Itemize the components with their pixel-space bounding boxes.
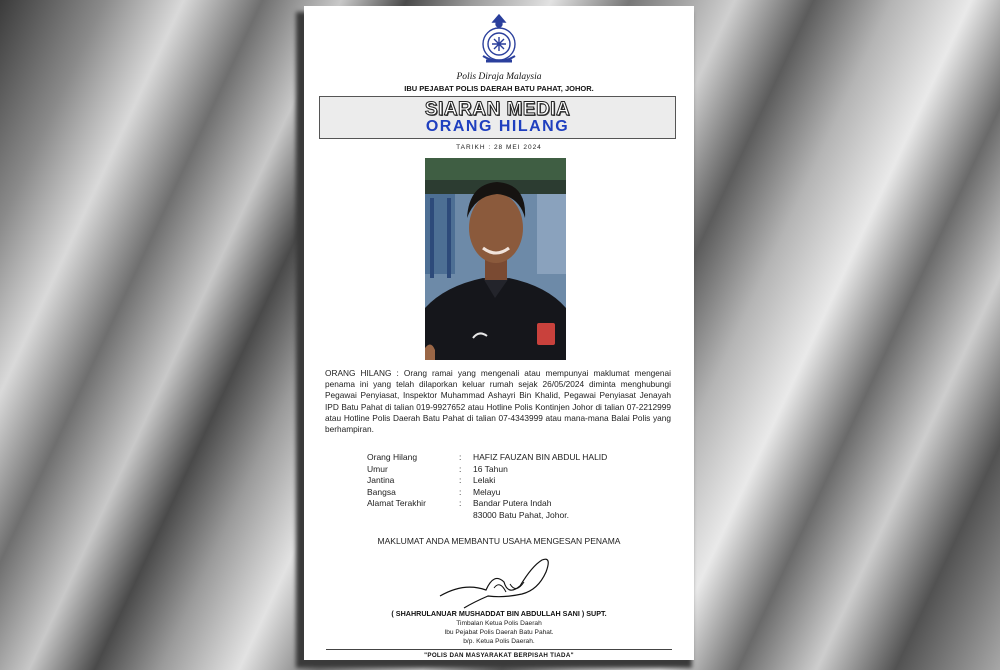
headquarters-text: IBU PEJABAT POLIS DAERAH BATU PAHAT, JOHOR. [404, 84, 594, 93]
appeal-paragraph: ORANG HILANG : Orang ramai yang mengenali atau mempunyai maklumat mengenai penama ini yang telah dilaporkan keluar rumah sejak 26/05/2024 diminta menghubungi Pegawai Penyiasat, Inspektor Muhammad Ashayri Bin Khalid, Pegawai Penyiasat Jenayah IPD Batu Pahat di talian 019-9927652 atau Hotline Polis Kontinjen Johor di talian 07-2212999 atau Hotline Polis Daerah Batu Pahat di talian 07-4343999 atau mana-mana Balai Polis yang berhampiran. [325, 368, 671, 435]
detail-value: Bandar Putera Indah [473, 498, 552, 508]
detail-sep: : [459, 498, 462, 508]
info-slogan: MAKLUMAT ANDA MEMBANTU USAHA MENGESAN PENAMA [377, 536, 621, 546]
detail-row [367, 498, 667, 510]
release-date: TARIKH : 28 MEI 2024 [456, 144, 542, 151]
detail-value: HAFIZ FAUZAN BIN ABDUL HALID [473, 452, 608, 462]
banner-subtitle: ORANG HILANG [425, 118, 570, 135]
person-details [367, 452, 667, 521]
signature [434, 552, 564, 612]
detail-value: Lelaki [473, 475, 496, 485]
missing-person-photo [425, 158, 566, 360]
detail-sep: : [459, 452, 462, 462]
signer-name: ( SHAHRULANUAR MUSHADDAT BIN ABDULLAH SANI ) SUPT. [391, 609, 607, 618]
detail-value: Melayu [473, 486, 501, 497]
detail-row [367, 487, 667, 499]
footer-divider [326, 649, 672, 650]
signer-title: Timbalan Ketua Polis Daerah [456, 620, 542, 627]
footer-motto: "POLIS DAN MASYARAKAT BERPISAH TIADA" [424, 652, 574, 659]
detail-sep: : [459, 475, 462, 485]
police-crest-icon [476, 12, 522, 72]
detail-row [367, 475, 667, 487]
title-banner [319, 96, 676, 139]
signer-office: Ibu Pejabat Polis Daerah Batu Pahat. [444, 629, 554, 636]
detail-sep: : [459, 463, 462, 474]
detail-label: Umur [367, 463, 388, 474]
address-line-2: 83000 Batu Pahat, Johor. [473, 509, 569, 520]
banner-title: SIARAN MEDIA [424, 99, 571, 120]
detail-label: Jantina [367, 475, 395, 485]
detail-row [367, 464, 667, 476]
detail-value: 16 Tahun [473, 463, 508, 474]
detail-row [367, 452, 667, 464]
brand-text: Polis Diraja Malaysia [456, 72, 542, 82]
detail-label: Bangsa [367, 486, 396, 497]
signer-on-behalf: b/p. Ketua Polis Daerah. [463, 638, 535, 645]
detail-label: Alamat Terakhir [367, 498, 426, 508]
detail-sep: : [459, 486, 462, 497]
media-release-document [304, 6, 694, 660]
detail-label: Orang Hilang [367, 452, 418, 462]
